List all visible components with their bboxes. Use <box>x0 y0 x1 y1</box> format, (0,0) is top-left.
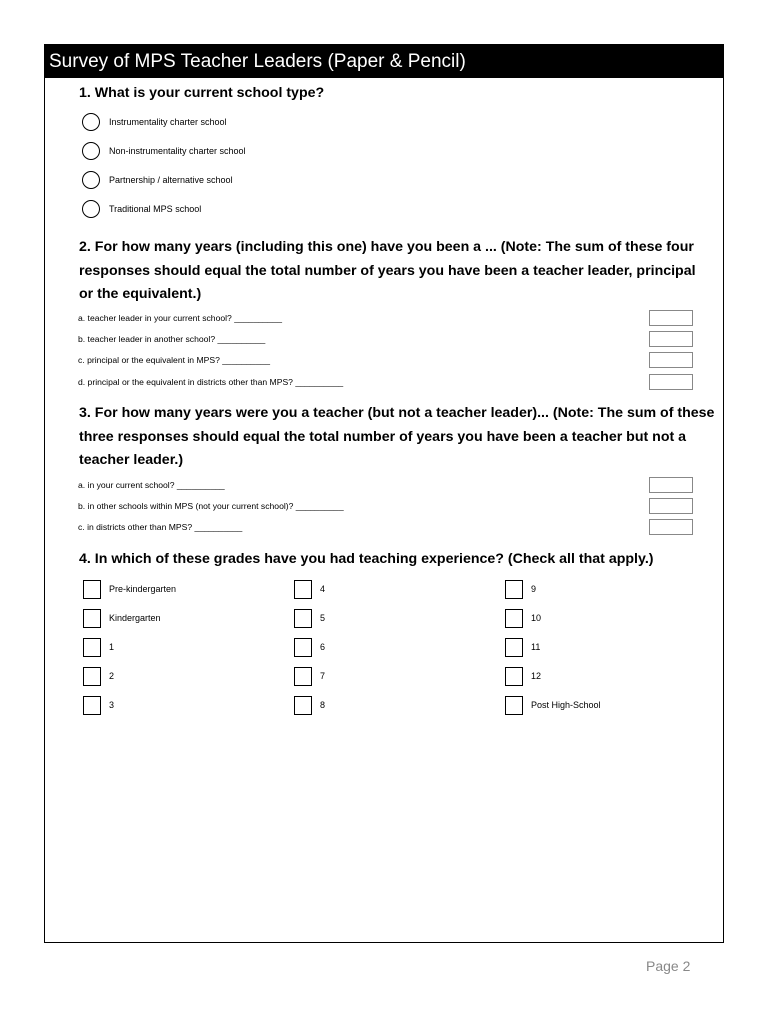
grade-label: 12 <box>531 671 542 681</box>
grade-option[interactable] <box>505 608 541 628</box>
q1-option-label: Non-instrumentality charter school <box>109 146 246 156</box>
grade-option[interactable] <box>294 608 325 628</box>
checkbox[interactable] <box>294 609 312 628</box>
checkbox[interactable] <box>83 696 101 715</box>
q2-years-input[interactable] <box>649 352 693 368</box>
checkbox[interactable] <box>294 580 312 599</box>
q3-years-input[interactable] <box>649 498 693 514</box>
q1-option-label: Instrumentality charter school <box>109 117 227 127</box>
checkbox[interactable] <box>505 638 523 657</box>
grade-label: Pre-kindergarten <box>109 584 177 594</box>
q3-question: 3. For how many years were you a teacher (but not a teacher leader)... (Note: The sum of these three responses should equal the total number of years you have been a teacher but not a teacher leader.) <box>79 405 715 468</box>
grade-option[interactable] <box>505 695 601 715</box>
grade-label: 4 <box>320 584 326 594</box>
grade-label: Post High-School <box>531 700 601 710</box>
grade-option[interactable] <box>505 637 540 657</box>
grade-option[interactable] <box>294 666 325 686</box>
radio-button[interactable] <box>82 113 100 131</box>
grade-option[interactable] <box>83 666 114 686</box>
grade-label: 7 <box>320 671 326 681</box>
q3-item: a. in your current school? __________ <box>78 480 225 490</box>
grade-option[interactable] <box>83 579 176 599</box>
grade-label: 1 <box>109 642 115 652</box>
q1-option[interactable] <box>82 141 246 161</box>
checkbox[interactable] <box>294 638 312 657</box>
q3-years-input[interactable] <box>649 477 693 493</box>
q1-option-label: Traditional MPS school <box>109 204 202 214</box>
grade-option[interactable] <box>83 637 114 657</box>
q1-option-label: Partnership / alternative school <box>109 175 233 185</box>
checkbox[interactable] <box>83 609 101 628</box>
q2-item: d. principal or the equivalent in districts other than MPS? __________ <box>78 377 344 387</box>
survey-page-frame <box>44 44 724 943</box>
checkbox[interactable] <box>83 580 101 599</box>
q2-years-input[interactable] <box>649 310 693 326</box>
q2-item: c. principal or the equivalent in MPS? __________ <box>78 355 271 365</box>
radio-button[interactable] <box>82 171 100 189</box>
checkbox[interactable] <box>294 696 312 715</box>
q3-years-input[interactable] <box>649 519 693 535</box>
grade-option[interactable] <box>294 695 325 715</box>
grade-label: 8 <box>320 700 326 710</box>
grade-label: 6 <box>320 642 326 652</box>
survey-title: Survey of MPS Teacher Leaders (Paper & Pencil) <box>45 45 723 78</box>
grade-label: 10 <box>531 613 542 623</box>
radio-button[interactable] <box>82 142 100 160</box>
grade-label: 9 <box>531 584 537 594</box>
checkbox[interactable] <box>505 580 523 599</box>
checkbox[interactable] <box>505 696 523 715</box>
grade-option[interactable] <box>294 637 325 657</box>
grade-option[interactable] <box>294 579 325 599</box>
checkbox[interactable] <box>294 667 312 686</box>
grade-label: 5 <box>320 613 326 623</box>
checkbox[interactable] <box>505 609 523 628</box>
q1-question: 1. What is your current school type? <box>79 85 325 101</box>
q1-option[interactable] <box>82 112 227 132</box>
grade-label: 2 <box>109 671 115 681</box>
grade-option[interactable] <box>505 579 536 599</box>
checkbox[interactable] <box>83 638 101 657</box>
grade-option[interactable] <box>505 666 541 686</box>
q2-years-input[interactable] <box>649 374 693 390</box>
grade-label: Kindergarten <box>109 613 161 623</box>
q2-question: 2. For how many years (including this one) have you been a ... (Note: The sum of these four responses should equal the total number of years you have been a teacher leader, principal or the equivalent.) <box>79 239 696 302</box>
q2-item: b. teacher leader in another school? __________ <box>78 334 266 344</box>
q4-question: 4. In which of these grades have you had teaching experience? (Check all that apply.) <box>79 551 654 567</box>
checkbox[interactable] <box>83 667 101 686</box>
q1-option[interactable] <box>82 170 233 190</box>
q3-item: c. in districts other than MPS? __________ <box>78 522 243 532</box>
radio-button[interactable] <box>82 200 100 218</box>
grade-label: 3 <box>109 700 115 710</box>
grade-option[interactable] <box>83 608 161 628</box>
q2-years-input[interactable] <box>649 331 693 347</box>
grade-label: 11 <box>531 642 541 652</box>
page-number: Page 2 <box>646 958 691 974</box>
grade-option[interactable] <box>83 695 114 715</box>
q3-item: b. in other schools within MPS (not your current school)? __________ <box>78 501 344 511</box>
q1-option[interactable] <box>82 199 201 219</box>
checkbox[interactable] <box>505 667 523 686</box>
q2-item: a. teacher leader in your current school? __________ <box>78 313 283 323</box>
